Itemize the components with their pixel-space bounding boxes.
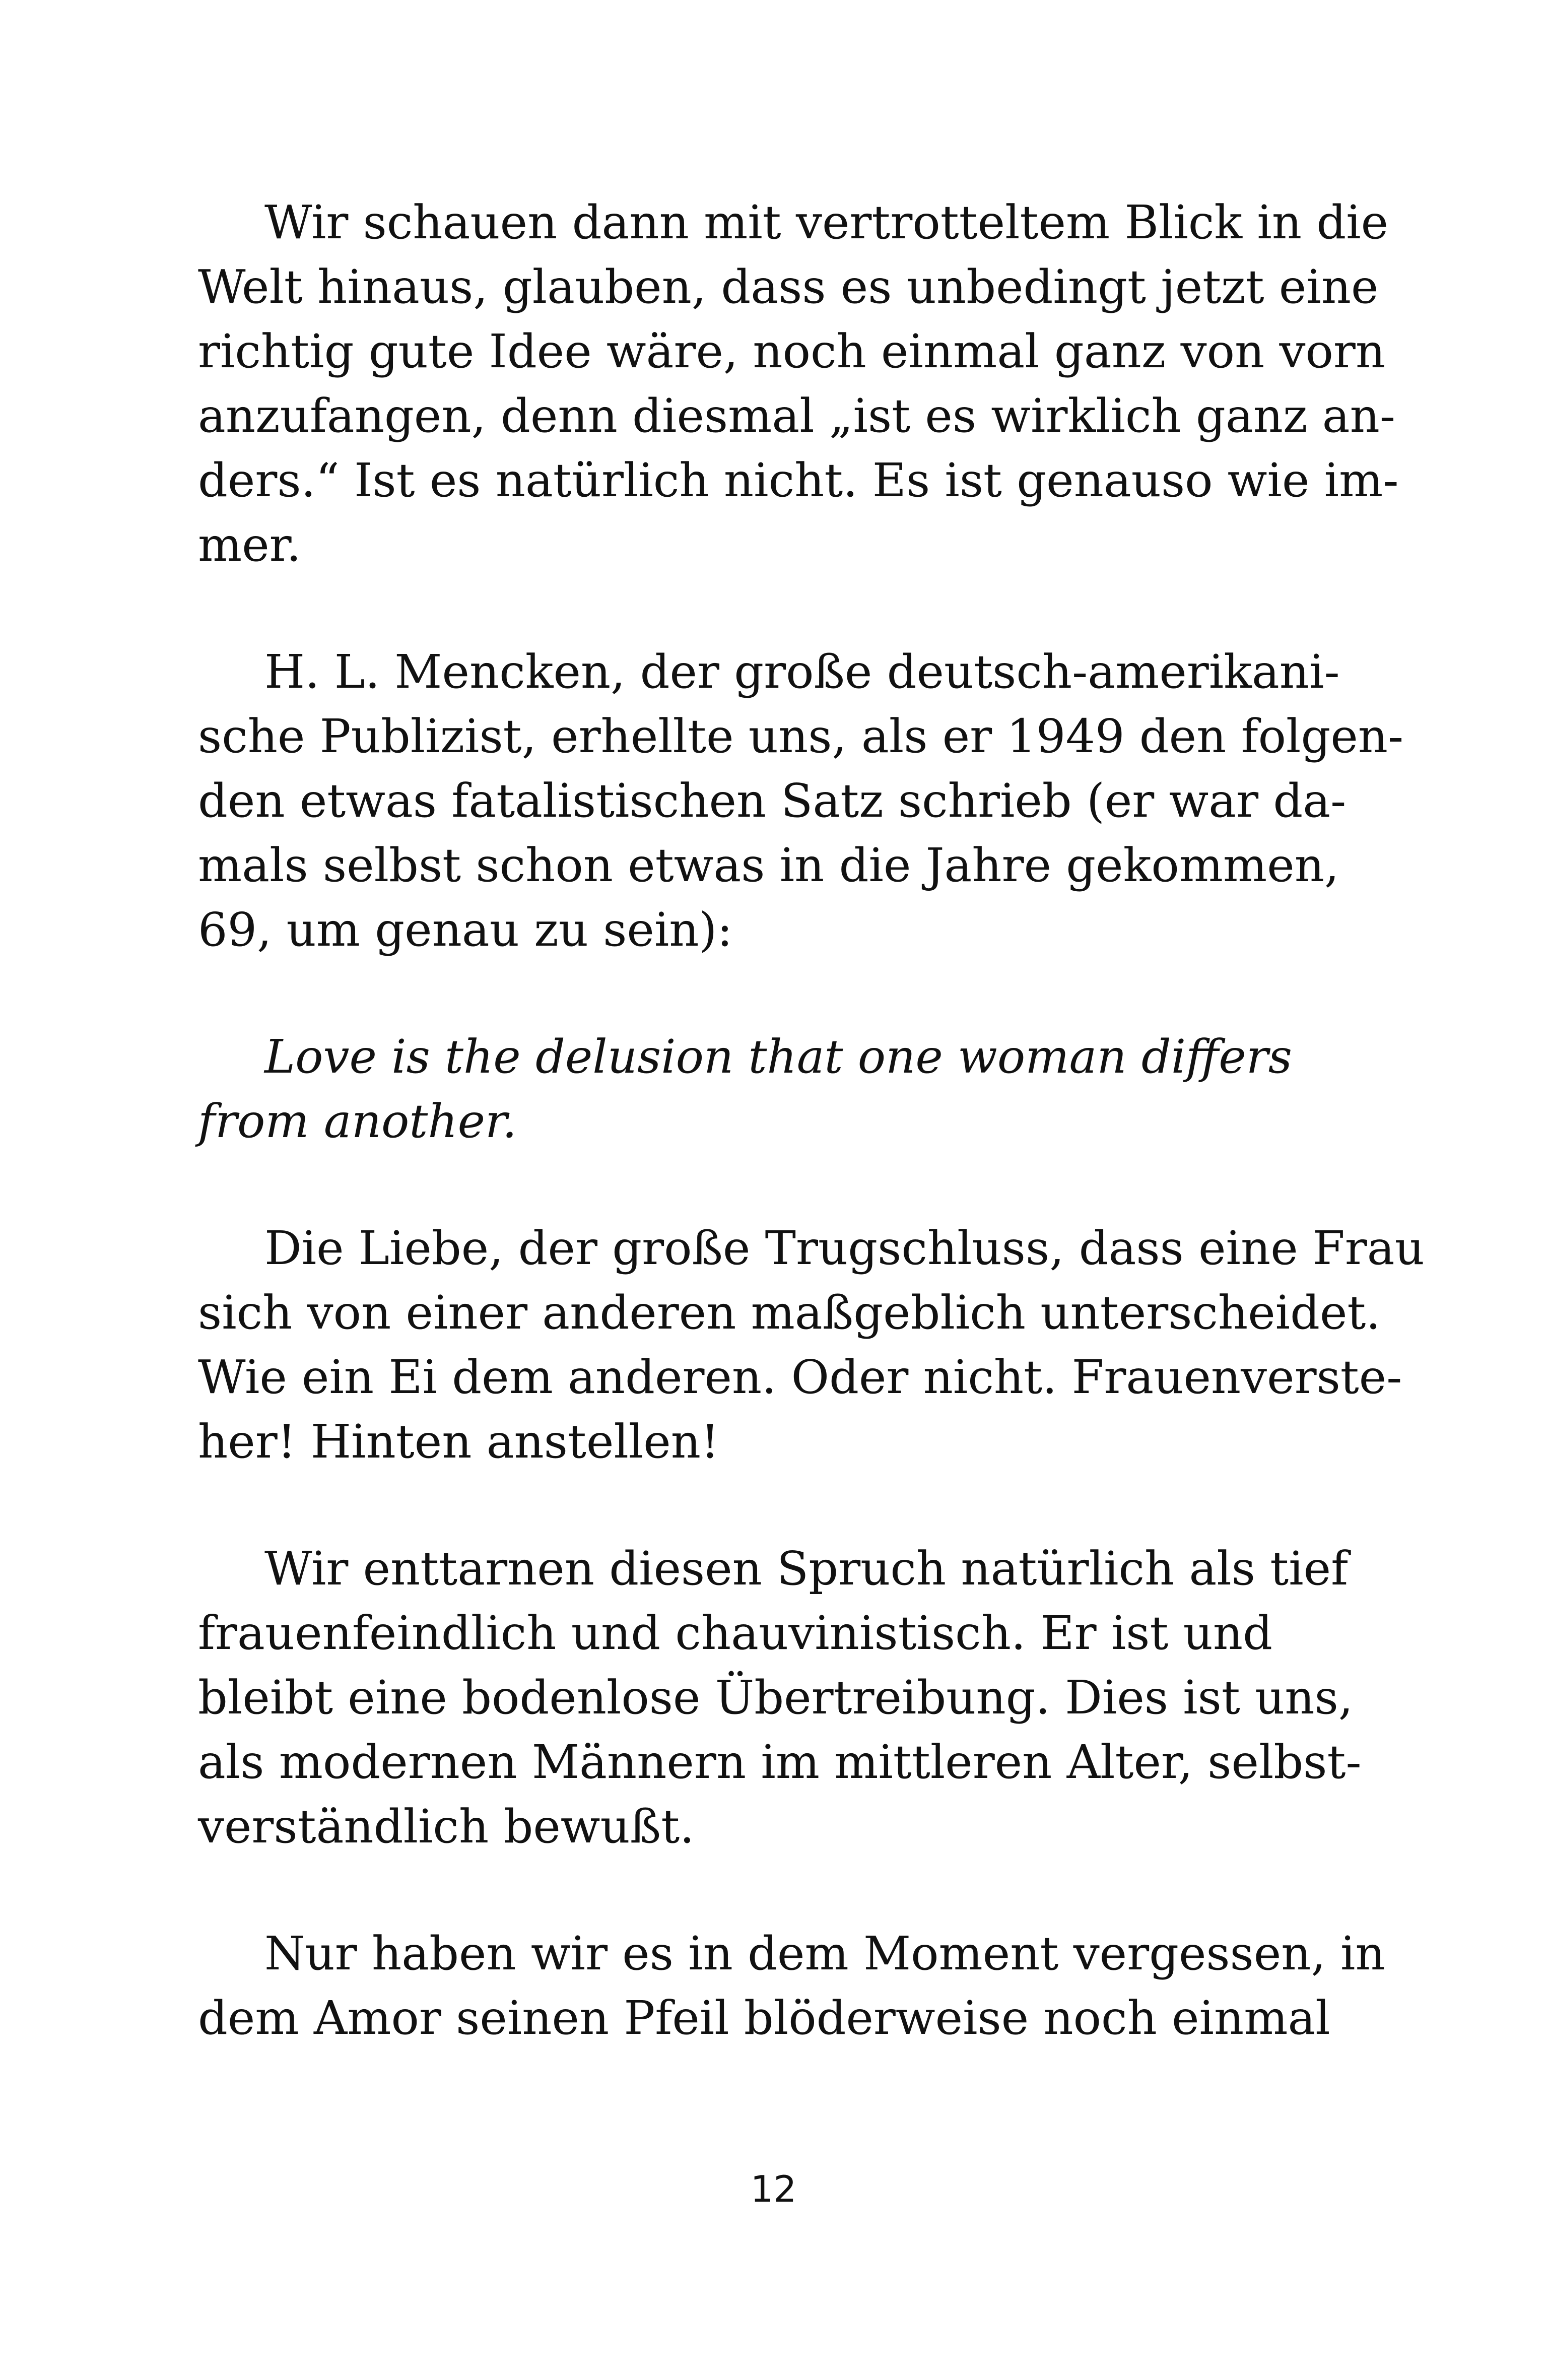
text-line: 69, um genau zu sein):	[198, 903, 733, 957]
text-line: als modernen Männern im mittleren Alter, selbst-	[198, 1735, 1362, 1789]
text-line: anzufangen, denn diesmal „ist es wirklich ganz an-	[198, 389, 1395, 443]
paragraph-5	[198, 1537, 1362, 1859]
text-line: Wir schauen dann mit vertrotteltem Blick in die	[264, 195, 1389, 249]
text-line: H. L. Mencken, der große deutsch-amerikani-	[264, 645, 1340, 699]
text-line: verständlich bewußt.	[198, 1800, 695, 1854]
paragraph-4	[198, 1216, 1425, 1474]
page-number: 12	[750, 2168, 797, 2210]
quote-line: from another.	[198, 1094, 517, 1148]
paragraph-6	[198, 1922, 1385, 2051]
text-line: Wie ein Ei dem anderen. Oder nicht. Frauenverste-	[198, 1350, 1402, 1404]
text-line: frauenfeindlich und chauvinistisch. Er ist und	[198, 1606, 1273, 1660]
paragraph-1	[198, 190, 1399, 577]
text-line: Die Liebe, der große Trugschluss, dass eine Frau	[264, 1221, 1425, 1275]
text-line: ders.“ Ist es natürlich nicht. Es ist genauso wie im-	[198, 453, 1399, 507]
text-line: sche Publizist, erhellte uns, als er 1949 den folgen-	[198, 709, 1404, 763]
text-line: Welt hinaus, glauben, dass es unbedingt jetzt eine	[198, 260, 1379, 314]
text-line: sich von einer anderen maßgeblich unterscheidet.	[198, 1286, 1381, 1340]
text-line: her! Hinten anstellen!	[198, 1415, 719, 1469]
text-line: mer.	[198, 518, 301, 572]
text-line: Wir enttarnen diesen Spruch natürlich als tief	[264, 1542, 1349, 1596]
text-line: mals selbst schon etwas in die Jahre gekommen,	[198, 838, 1339, 892]
text-line: bleibt eine bodenlose Übertreibung. Dies ist uns,	[198, 1671, 1354, 1725]
paragraph-2	[198, 640, 1404, 962]
quote-line: Love is the delusion that one woman differs	[264, 1030, 1292, 1084]
text-line: Nur haben wir es in dem Moment vergessen, in	[264, 1927, 1385, 1980]
text-line: dem Amor seinen Pfeil blöderweise noch einmal	[198, 1991, 1330, 2045]
text-line: den etwas fatalistischen Satz schrieb (er war da-	[198, 774, 1347, 828]
text-line: richtig gute Idee wäre, noch einmal ganz von vorn	[198, 324, 1386, 378]
body-text	[198, 190, 1425, 2113]
quote-paragraph	[198, 1025, 1336, 1154]
